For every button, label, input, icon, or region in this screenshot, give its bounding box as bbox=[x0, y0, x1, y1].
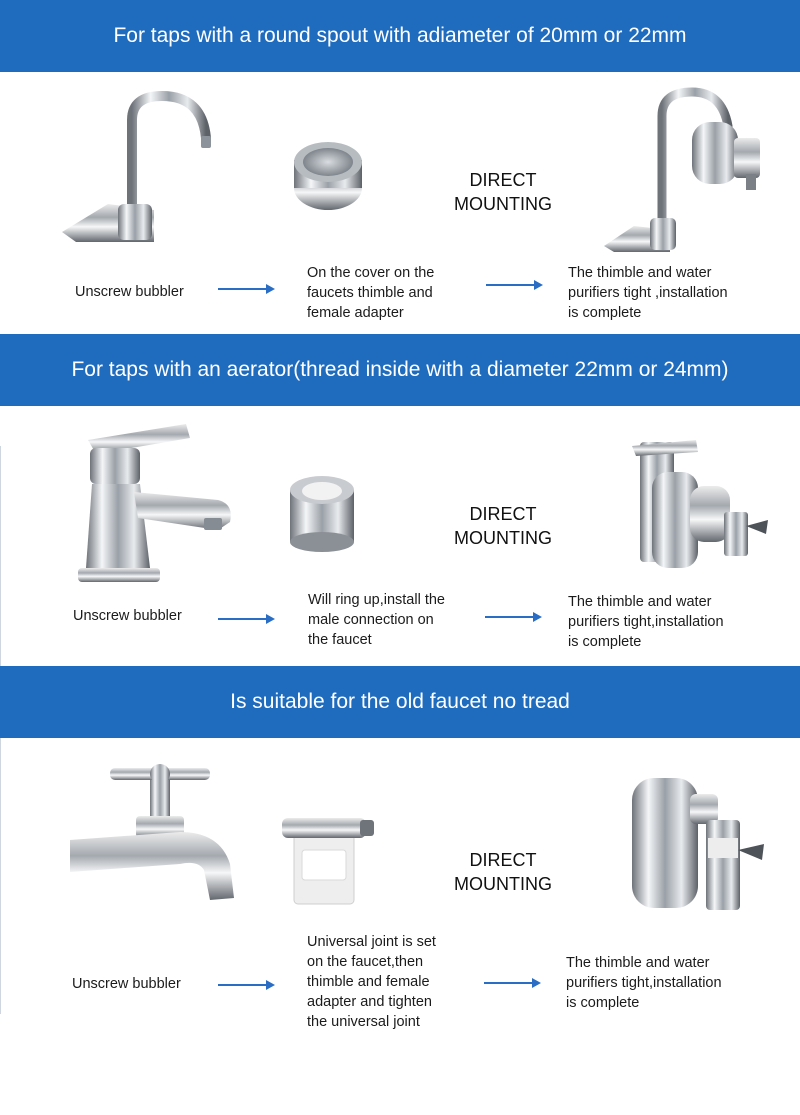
step3-caption-2: The thimble and water purifiers tight,installation is complete bbox=[568, 594, 724, 650]
arrow-right-icon bbox=[218, 978, 276, 992]
step2-caption-3: Universal joint is set on the faucet,then thimble and female adapter and tighten the universal joint bbox=[307, 934, 436, 1030]
filter-with-universal-joint-image bbox=[624, 764, 774, 914]
universal-joint-adapter-image bbox=[276, 810, 376, 910]
round-aerator-image bbox=[286, 138, 372, 218]
section-3-title: Is suitable for the old faucet no tread bbox=[230, 690, 570, 713]
step2-caption-2: Will ring up,install the male connection on the faucet bbox=[308, 592, 445, 648]
step2-caption-1: On the cover on the faucets thimble and female adapter bbox=[307, 265, 435, 321]
step3-caption-1: The thimble and water purifiers tight ,installation is complete bbox=[568, 265, 728, 321]
step1-caption-1: Unscrew bubbler bbox=[75, 284, 184, 300]
section-2-banner bbox=[0, 334, 800, 406]
direct-mounting-label-1: DIRECT MOUNTING bbox=[454, 170, 552, 214]
section-1-title: For taps with a round spout with adiameter of 20mm or 22mm bbox=[113, 24, 687, 47]
section-1-banner bbox=[0, 0, 800, 72]
arrow-right-icon bbox=[218, 282, 276, 296]
step3-caption-3: The thimble and water purifiers tight,installation is complete bbox=[566, 955, 722, 1011]
old-cross-handle-faucet-image bbox=[70, 760, 238, 910]
threaded-aerator-image bbox=[282, 470, 364, 554]
arrow-right-icon bbox=[485, 610, 543, 624]
direct-mounting-label-3: DIRECT MOUNTING bbox=[454, 850, 552, 894]
section-3-panel bbox=[0, 738, 800, 1115]
direct-mounting-label-2: DIRECT MOUNTING bbox=[454, 504, 552, 548]
section-3-banner bbox=[0, 666, 800, 738]
section-2-panel bbox=[0, 406, 800, 666]
arrow-right-icon bbox=[484, 976, 542, 990]
mixer-with-filter-image bbox=[632, 442, 772, 586]
arrow-right-icon bbox=[486, 278, 544, 292]
arrow-right-icon bbox=[218, 612, 276, 626]
section-2-title: For taps with an aerator(thread inside with a diameter 22mm or 24mm) bbox=[71, 358, 729, 381]
section-1-panel bbox=[0, 72, 800, 334]
faucet-with-filter-image bbox=[600, 86, 770, 256]
step1-caption-2: Unscrew bubbler bbox=[73, 608, 182, 624]
gooseneck-faucet-image bbox=[62, 92, 222, 242]
step1-caption-3: Unscrew bubbler bbox=[72, 976, 181, 992]
basin-mixer-faucet-image bbox=[78, 418, 238, 584]
